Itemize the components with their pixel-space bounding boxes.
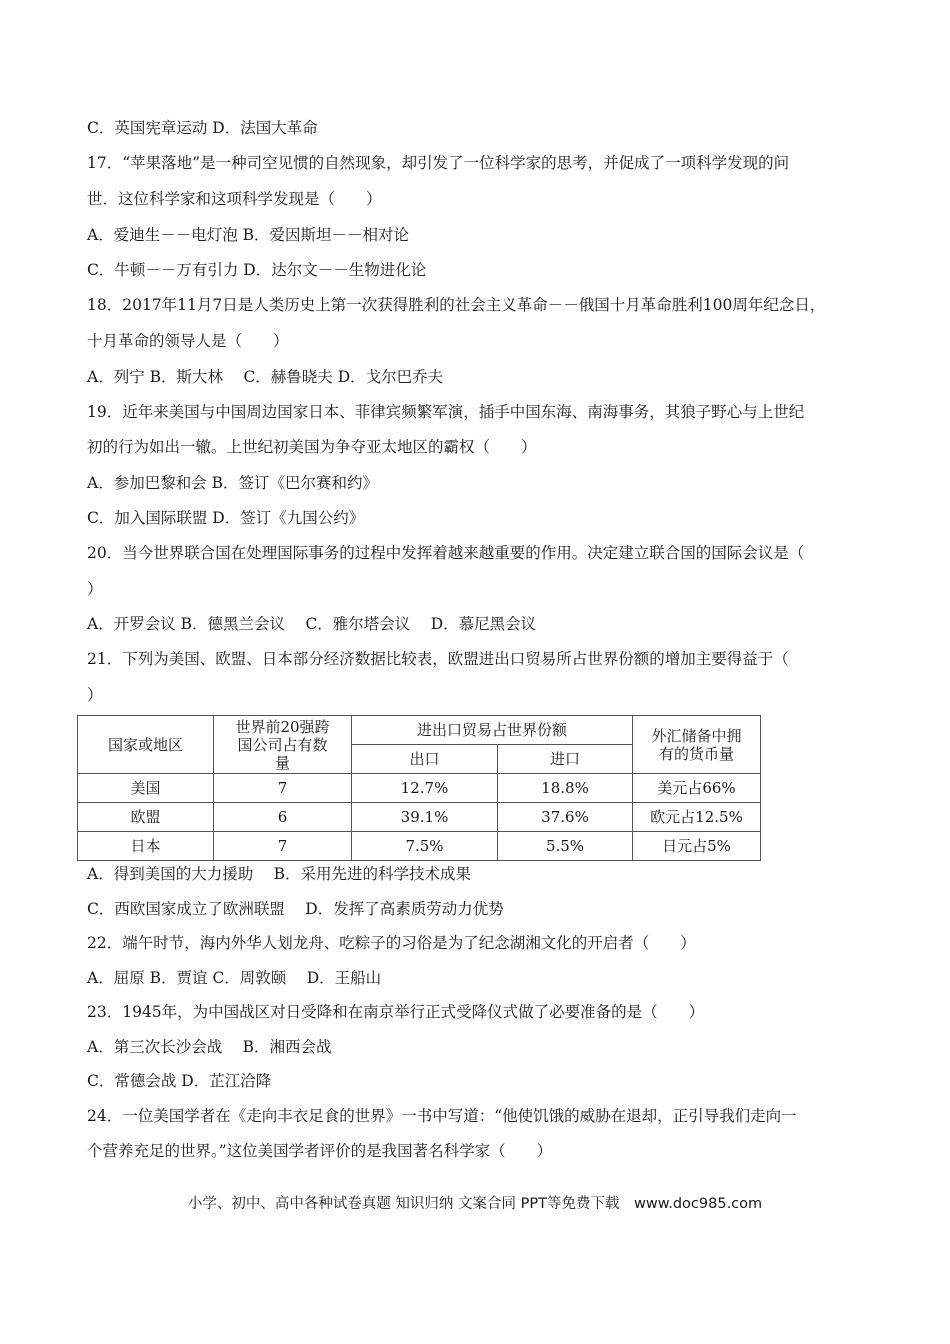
- table-row: [78, 774, 761, 803]
- q21-stem-line2: ）: [87, 686, 103, 704]
- header-companies: 世界前20强跨国公司占有数量: [214, 716, 352, 774]
- header-region: 国家或地区: [78, 716, 214, 774]
- header-reserve: 外汇储备中拥有的货币量: [633, 716, 761, 774]
- q23-stem: 23．1945年，为中国战区对日受降和在南京举行正式受降仪式做了必要准备的是（ ）: [87, 1003, 705, 1021]
- q19-stem-line2: 初的行为如出一辙。上世纪初美国为争夺亚太地区的霸权（ ）: [87, 438, 537, 456]
- q19-options-cd: C．加入国际联盟 D．签订《九国公约》: [87, 509, 365, 527]
- q20-options: A．开罗会议 B．德黑兰会议 C．雅尔塔会议 D．慕尼黑会议: [87, 615, 537, 633]
- q22-stem: 22．端午时节，海内外华人划龙舟、吃粽子的习俗是为了纪念湖湘文化的开启者（ ）: [87, 934, 696, 952]
- cell-import: 18.8%: [498, 774, 633, 803]
- q23-options-ab: A．第三次长沙会战 B．湘西会战: [87, 1038, 332, 1056]
- cell-region: 日本: [78, 832, 214, 861]
- q17-options-cd: C．牛顿－－万有引力 D．达尔文－－生物进化论: [87, 261, 427, 279]
- cell-import: 5.5%: [498, 832, 633, 861]
- q20-stem-line1: 20．当今世界联合国在处理国际事务的过程中发挥着越来越重要的作用。决定建立联合国的国际会议是（: [87, 544, 805, 562]
- q21-stem-line1: 21．下列为美国、欧盟、日本部分经济数据比较表，欧盟进出口贸易所占世界份额的增加主要得益于（: [87, 650, 789, 668]
- cell-region: 美国: [78, 774, 214, 803]
- q18-stem-line1: 18．2017年11月7日是人类历史上第一次获得胜利的社会主义革命－－俄国十月革命胜利100周年纪念日，: [87, 296, 826, 314]
- q19-stem-line1: 19．近年来美国与中国周边国家日本、菲律宾频繁军演，插手中国东海、南海事务，其狼子野心与上世纪: [87, 403, 805, 421]
- cell-reserve: 日元占5%: [633, 832, 761, 861]
- page-footer: 小学、初中、高中各种试卷真题 知识归纳 文案合同 PPT等免费下载 www.doc985.com: [187, 1196, 763, 1212]
- cell-companies: 7: [214, 774, 352, 803]
- q24-stem-line1: 24．一位美国学者在《走向丰衣足食的世界》一书中写道：“他使饥饿的威胁在退却，正引导我们走向一: [87, 1107, 797, 1125]
- q17-stem-line2: 世．这位科学家和这项科学发现是（ ）: [87, 190, 382, 208]
- economic-data-table: [77, 715, 761, 861]
- cell-reserve: 美元占66%: [633, 774, 761, 803]
- cell-export: 7.5%: [352, 832, 498, 861]
- q19-options-ab: A．参加巴黎和会 B．签订《巴尔赛和约》: [87, 474, 379, 492]
- cell-import: 37.6%: [498, 803, 633, 832]
- cell-export: 39.1%: [352, 803, 498, 832]
- table-row: [78, 803, 761, 832]
- q17-options-ab: A．爱迪生－－电灯泡 B．爱因斯坦－－相对论: [87, 226, 410, 244]
- q17-stem-line1: 17．“苹果落地”是一种司空见惯的自然现象，却引发了一位科学家的思考，并促成了一项科学发现的问: [87, 154, 790, 172]
- header-export: 出口: [352, 745, 498, 774]
- cell-export: 12.7%: [352, 774, 498, 803]
- cell-companies: 7: [214, 832, 352, 861]
- q24-stem-line2: 个营养充足的世界。”这位美国学者评价的是我国著名科学家（ ）: [87, 1142, 553, 1160]
- cell-companies: 6: [214, 803, 352, 832]
- q22-options: A．屈原 B．贾谊 C．周敦颐 D．王船山: [87, 969, 382, 987]
- cell-region: 欧盟: [78, 803, 214, 832]
- q18-options: A．列宁 B．斯大林 C．赫鲁晓夫 D．戈尔巴乔夫: [87, 368, 444, 386]
- table-row: [78, 832, 761, 861]
- q20-stem-line2: ）: [87, 580, 103, 598]
- q23-options-cd: C．常德会战 D．芷江洽降: [87, 1072, 272, 1090]
- q16-options-cd: C．英国宪章运动 D．法国大革命: [87, 119, 318, 137]
- q21-options-cd: C．西欧国家成立了欧洲联盟 D．发挥了高素质劳动力优势: [87, 900, 504, 918]
- cell-reserve: 欧元占12.5%: [633, 803, 761, 832]
- q18-stem-line2: 十月革命的领导人是（ ）: [87, 332, 289, 350]
- q21-options-ab: A．得到美国的大力援助 B．采用先进的科学技术成果: [87, 865, 472, 883]
- header-import: 进口: [498, 745, 633, 774]
- header-trade-share: 进出口贸易占世界份额: [352, 716, 633, 745]
